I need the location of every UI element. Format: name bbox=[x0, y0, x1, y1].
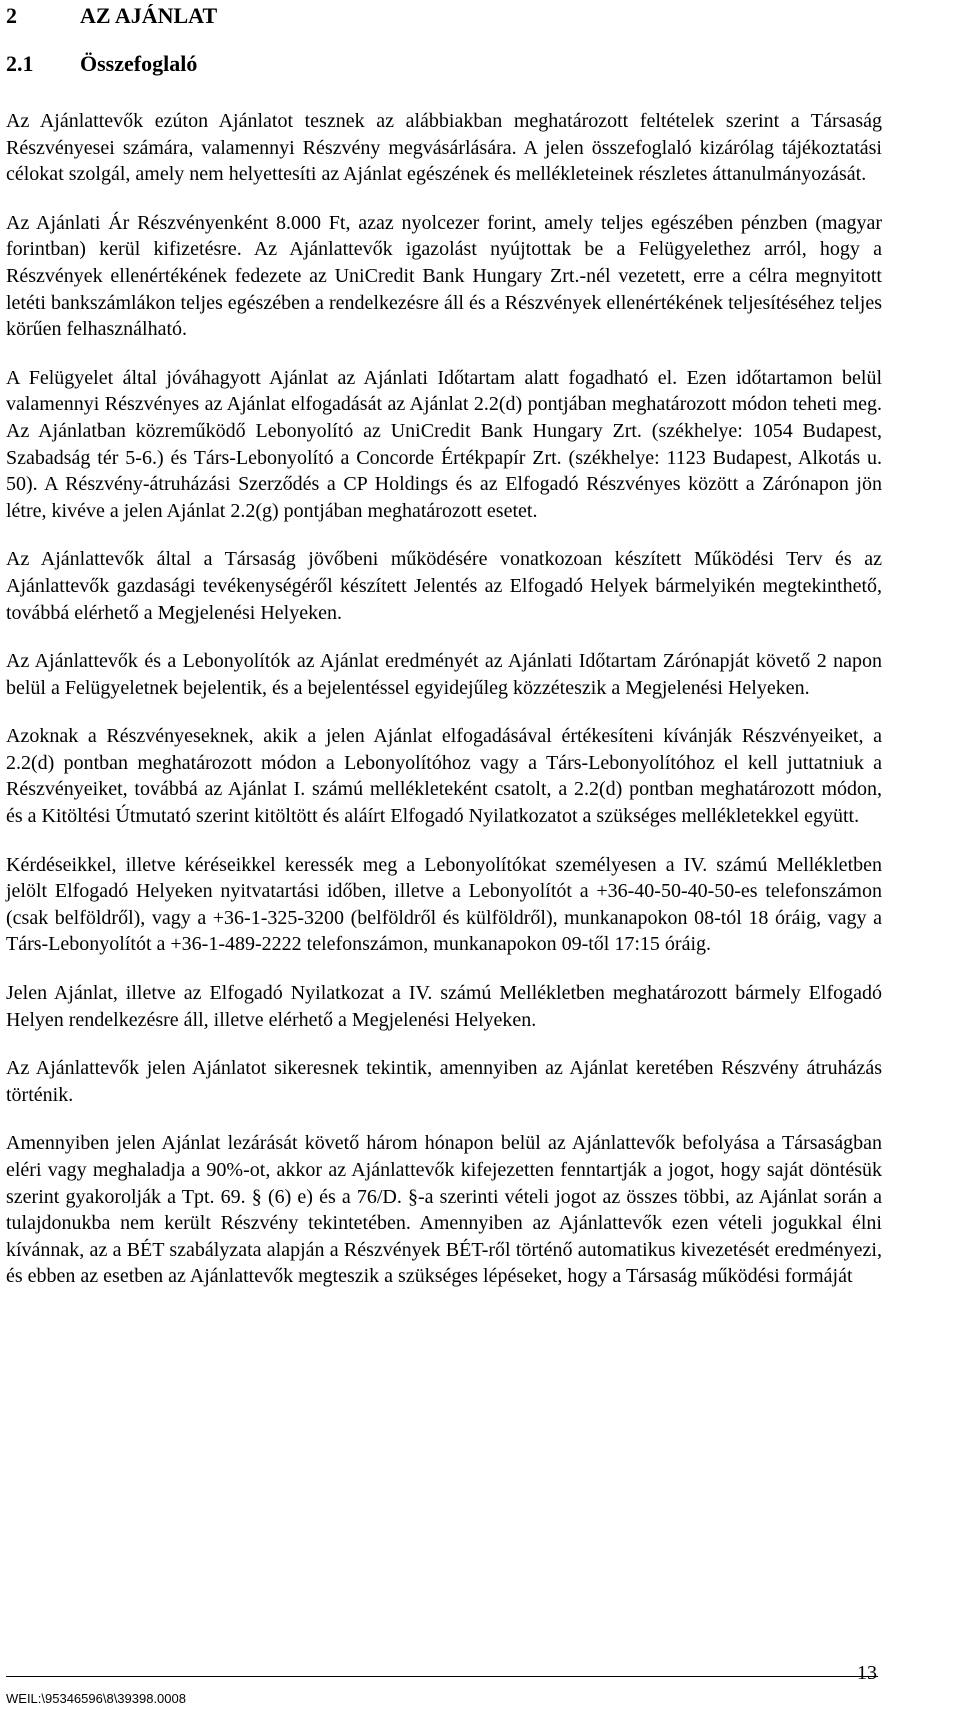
footer-document-id: WEIL:\95346596\8\39398.0008 bbox=[6, 1691, 186, 1706]
paragraph-business-plan: Az Ajánlattevők által a Társaság jövőbeni működésére vonatkozoan készített Működési Terv és az Ajánlattevők gazdasági tevékenységéről készített Jelentés az Elfogadó Helyek bármelyikén megtekinthető, továbbá elérhető a Megjelenési Helyeken. bbox=[6, 548, 882, 624]
page-number: 13 bbox=[857, 1662, 877, 1684]
paragraph-intro: Az Ajánlattevők ezúton Ajánlatot tesznek az alábbiakban meghatározott feltételek szerint a Társaság Részvényesei számára, valamennyi Részvény megvásárlására. A jelen összefoglaló kizárólag tájékoztatási célokat szolgál, amely nem helyettesíti az Ajánlat egészének és mellékleteinek részletes áttanulmányozását. bbox=[6, 110, 882, 186]
paragraph-period: A Felügyelet által jóváhagyott Ajánlat az Ajánlati Időtartam alatt fogadható el. Ezen időtartamon belül valamennyi Részvényes az Ajánlat elfogadását az Ajánlat 2.2(d) pontjában meghatározott módon teheti meg. Az Ajánlatban közreműködő Lebonyolító az UniCredit Bank Hungary Zrt. (székhelye: 1054 Budapest, Szabadság tér 5-6.) és Társ-Lebonyolító a Concorde Értékpapír Zrt. (székhelye: 1123 Budapest, Alkotás u. 50). A Részvény-átruházási Szerződés a CP Holdings és az Elfogadó Részvényes között a Zárónapon jön létre, kivéve a jelen Ajánlat 2.2(g) pontjában meghatározott esetet. bbox=[6, 366, 882, 522]
body-text bbox=[6, 108, 882, 1312]
paragraph-success: Az Ajánlattevők jelen Ajánlatot sikeresnek tekintik, amennyiben az Ajánlat keretében Részvény átruházás történik. bbox=[6, 1057, 882, 1106]
paragraph-acceptance: Azoknak a Részvényeseknek, akik a jelen Ajánlat elfogadásával értékesíteni kívánják Részvényeiket, a 2.2(d) pontban meghatározott módon a Lebonyolítóhoz vagy a Társ-Lebonyolítóhoz el kell juttatniuk a Részvényeiket, továbbá az Ajánlat I. számú mellékleteként csatolt, a 2.2(d) pontban meghatározott módon, és a Kitöltési Útmutató szerint kitöltött és aláírt Elfogadó Nyilatkozatot a szükséges mellékletekkel együtt. bbox=[6, 725, 882, 828]
subsection-title: Összefoglaló bbox=[80, 51, 198, 76]
paragraph-results: Az Ajánlattevők és a Lebonyolítók az Ajánlat eredményét az Ajánlati Időtartam Zárónapját követő 2 napon belül a Felügyeletnek bejelentik, és a bejelentéssel egyidejűleg közzéteszik a Megjelenési Helyeken. bbox=[6, 650, 882, 699]
paragraph-squeeze-out: Amennyiben jelen Ajánlat lezárását követő három hónapon belül az Ajánlattevők befolyása a Társaságban eléri vagy meghaladja a 90%-ot, akkor az Ajánlattevők kifejezetten fenntartják a jogot, hogy saját döntésük szerint gyakorolják a Tpt. 69. § (6) e) és a 76/D. §-a szerinti vételi jogot az összes többi, az Ajánlat során a tulajdonukba nem került Részvény tekintetében. Amennyiben az Ajánlattevők ezen vételi jogukkal élni kívánnak, az a BÉT szabályzata alapján a Részvények BÉT-ről történő automatikus kivezetését eredményezi, és ebben az esetben az Ajánlattevők megteszik a szükséges lépéseket, hogy a Társaság működési formáját bbox=[6, 1132, 882, 1288]
paragraph-price: Az Ajánlati Ár Részvényenként 8.000 Ft, azaz nyolcezer forint, amely teljes egészében pénzben (magyar forintban) kerül kifizetésre. Az Ajánlattevők igazolást nyújtottak be a Felügyelethez arról, hogy a Részvények ellenértékének fedezete az UniCredit Bank Hungary Zrt.-nél vezetett, erre a célra megnyitott letéti bankszámlákon teljes egészében a rendelkezésre áll és a Részvények ellenértékének teljesítéséhez teljes körűen felhasználható. bbox=[6, 211, 882, 341]
paragraph-contact: Kérdéseikkel, illetve kéréseikkel keressék meg a Lebonyolítókat személyesen a IV. számú Mellékletben jelölt Elfogadó Helyeken nyitvatartási időben, illetve a Lebonyolítót a +36-40-50-40-50-es telefonszámon (csak belföldről), vagy a +36-1-325-3200 (belföldről és külföldről), munkanapokon 08-tól 18 óráig, vagy a Társ-Lebonyolítót a +36-1-489-2222 telefonszámon, munkanapokon 09-től 17:15 óráig. bbox=[6, 853, 882, 956]
section-heading bbox=[6, 2, 217, 30]
footer-divider bbox=[6, 1676, 878, 1677]
subsection-number: 2.1 bbox=[6, 51, 34, 76]
subsection-heading bbox=[6, 50, 197, 78]
section-number: 2 bbox=[6, 3, 17, 28]
paragraph-availability: Jelen Ajánlat, illetve az Elfogadó Nyilatkozat a IV. számú Mellékletben meghatározott bármely Elfogadó Helyen rendelkezésre áll, illetve elérhető a Megjelenési Helyeken. bbox=[6, 982, 882, 1031]
section-title: AZ AJÁNLAT bbox=[80, 3, 218, 28]
